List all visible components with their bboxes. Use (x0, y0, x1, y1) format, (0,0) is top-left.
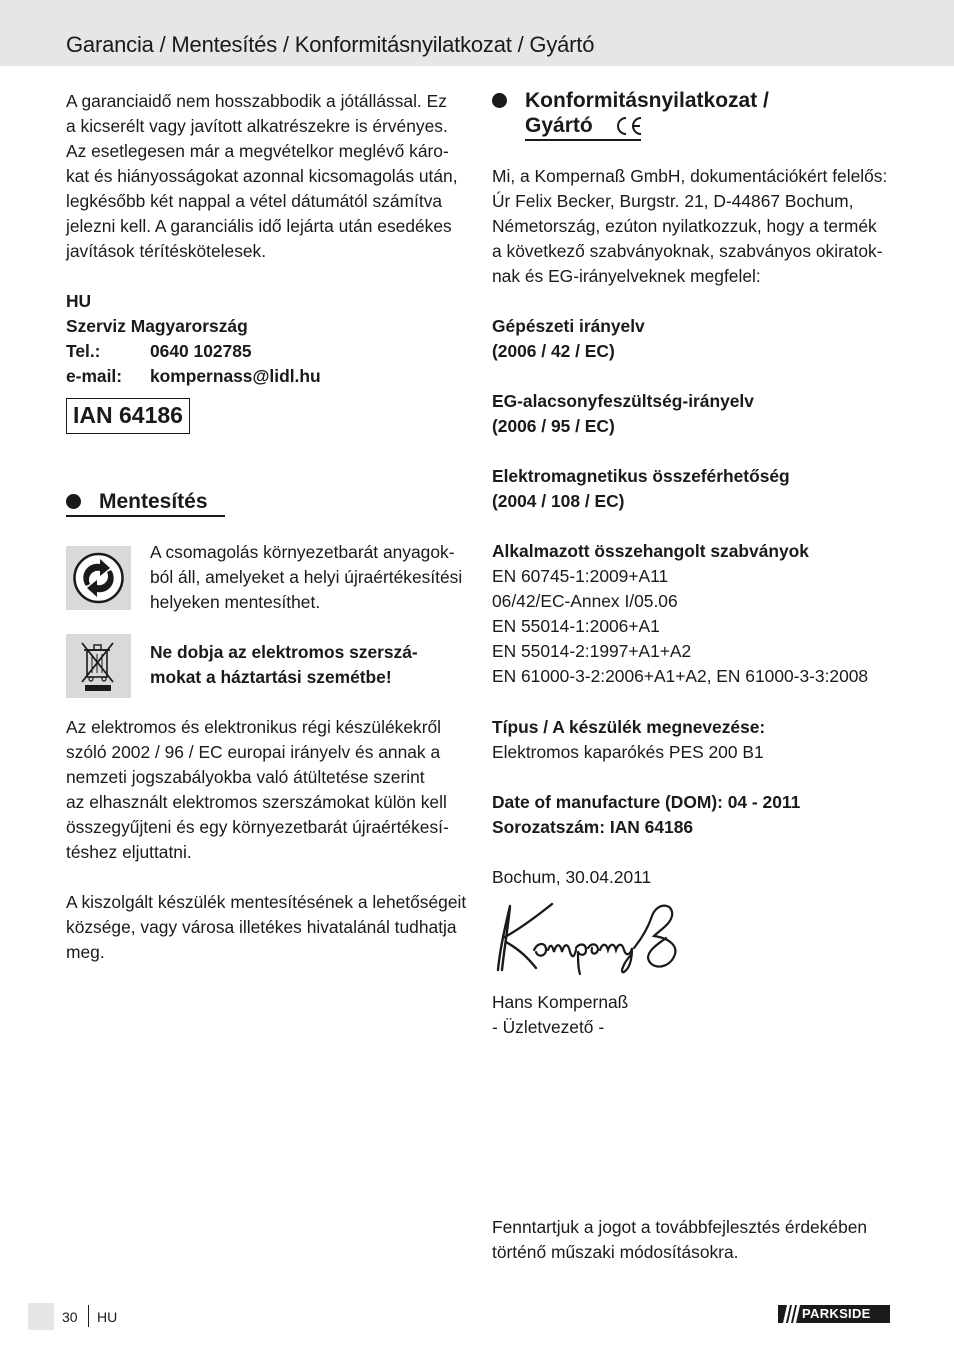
section-title-manufacturer: Gyártó (525, 114, 593, 137)
standard-item: EN 60745-1:2009+A11 (492, 566, 669, 586)
text-line: téshez eljuttatni. (66, 842, 192, 862)
ian-box: IAN 64186 (66, 398, 190, 434)
section-title-disposal: Mentesítés (99, 490, 208, 513)
directive-emc (492, 464, 892, 514)
device-type (492, 715, 892, 765)
text-line: A garanciaidő nem hosszabbodik a jótállással. Ez (66, 91, 447, 111)
text-line: Németország, ezúton nyilatkozzuk, hogy a termék (492, 216, 877, 236)
directive-name: EG-alacsonyfeszültség-irányelv (492, 391, 754, 411)
directive-name: Gépészeti irányelv (492, 316, 645, 336)
place-date: Bochum, 30.04.2011 (492, 867, 652, 887)
standard-item: EN 61000-3-2:2006+A1+A2, EN 61000-3-3:2008 (492, 666, 869, 686)
directive-machinery (492, 314, 892, 364)
brand-name: PARKSIDE (802, 1306, 871, 1321)
text-line: ból áll, amelyeket a helyi újraértékesítési (150, 567, 463, 587)
text-line: történő műszaki módosításokra. (492, 1242, 739, 1262)
footer-marker (28, 1303, 54, 1330)
directive-paragraph (66, 715, 462, 865)
text-line: Úr Felix Becker, Burgstr. 21, D-44867 Bochum, (492, 191, 854, 211)
dom-line: Date of manufacture (DOM): 04 - 2011 (492, 792, 801, 812)
section-underline (66, 515, 225, 517)
parkside-logo (778, 1305, 890, 1323)
contact-phone-row (66, 339, 462, 364)
standards-title: Alkalmazott összehangolt szabványok (492, 541, 809, 561)
phone-label: Tel.: (66, 341, 101, 361)
contact-email-row (66, 364, 462, 389)
text-line: Ne dobja az elektromos szerszá- (150, 642, 418, 662)
logo-stripes-icon (783, 1305, 801, 1323)
bullet-icon (66, 494, 81, 509)
text-line: nemzeti jogszabályokba való átültetése szerint (66, 767, 425, 787)
serial-line: Sorozatszám: IAN 64186 (492, 817, 694, 837)
text-line: a következő szabványoknak, szabványos okiratok- (492, 241, 883, 261)
directive-low-voltage (492, 389, 892, 439)
manufacture-info (492, 790, 892, 840)
signer (492, 990, 892, 1040)
signature (492, 898, 688, 976)
crossed-bin-icon (66, 634, 131, 698)
directive-code: (2006 / 42 / EC) (492, 341, 615, 361)
page-title: Garancia / Mentesítés / Konformitásnyilatkozat / Gyártó (66, 32, 595, 57)
contact-country: HU (66, 291, 92, 311)
type-label: Típus / A készülék megnevezése: (492, 717, 766, 737)
text-line: községe, vagy városa illetékes hivatalánál tudhatja (66, 917, 457, 937)
text-line: Fenntartjuk a jogot a továbbfejlesztés érdekében (492, 1217, 868, 1237)
text-line: Az esetlegesen már a megvételkor meglévő káro- (66, 141, 449, 161)
recycle-text (150, 540, 462, 615)
section-title-conformity: Konformitásnyilatkozat / (525, 89, 769, 112)
text-line: helyeken mentesíthet. (150, 592, 321, 612)
directive-code: (2006 / 95 / EC) (492, 416, 615, 436)
text-line: jelezni kell. A garanciális idő lejárta után esedékes (66, 216, 452, 236)
municipality-paragraph (66, 890, 467, 965)
text-line: a kicserélt vagy javított alkatrészekre is érvényes. (66, 116, 448, 136)
text-line: A kiszolgált készülék mentesítésének a lehetőségeit (66, 892, 467, 912)
text-line: javítások térítéskötelesek. (66, 241, 267, 261)
text-line: az elhasznált elektromos szerszámokat külön kell (66, 792, 447, 812)
directive-code: (2004 / 108 / EC) (492, 491, 625, 511)
type-value: Elektromos kaparókés PES 200 B1 (492, 742, 764, 762)
text-line: Mi, a Kompernaß GmbH, dokumentációkért felelős: (492, 166, 888, 186)
text-line: Az elektromos és elektronikus régi készülékekről (66, 717, 442, 737)
text-line: meg. (66, 942, 105, 962)
text-line: mokat a háztartási szemétbe! (150, 667, 392, 687)
contact-service: Szerviz Magyarország (66, 316, 248, 336)
recycle-icon (66, 546, 131, 610)
directive-name: Elektromagnetikus összeférhetőség (492, 466, 790, 486)
text-line: legkésőbb két nappal a vétel dátumától számítva (66, 191, 443, 211)
footer-divider (88, 1305, 89, 1327)
standard-item: 06/42/EC-Annex I/05.06 (492, 591, 678, 611)
text-line: nak és EG-irányelveknek megfelel: (492, 266, 761, 286)
declaration-intro (492, 164, 892, 289)
phone-value: 0640 102785 (150, 341, 252, 361)
page-number: 30 (62, 1309, 78, 1325)
footer-language: HU (97, 1309, 118, 1325)
text-line: A csomagolás környezetbarát anyagok- (150, 542, 455, 562)
weee-warning (150, 640, 418, 690)
warranty-paragraph (66, 89, 462, 264)
text-line: összegyűjteni és egy környezetbarát újraértékesí- (66, 817, 449, 837)
email-value: kompernass@lidl.hu (150, 366, 321, 386)
bullet-icon (492, 93, 507, 108)
signer-role: - Üzletvezető - (492, 1017, 605, 1037)
signer-name: Hans Kompernaß (492, 992, 629, 1012)
text-line: szóló 2002 / 96 / EC europai irányelv és annak a (66, 742, 441, 762)
standard-item: EN 55014-1:2006+A1 (492, 616, 660, 636)
standards-list (492, 539, 892, 689)
section-underline (525, 139, 641, 141)
service-contact (66, 289, 462, 389)
reservation-notice (492, 1215, 892, 1265)
text-line: kat és hiányosságokat azonnal kicsomagolás után, (66, 166, 458, 186)
standard-item: EN 55014-2:1997+A1+A2 (492, 641, 692, 661)
ce-mark-icon (614, 115, 644, 137)
email-label: e-mail: (66, 366, 123, 386)
